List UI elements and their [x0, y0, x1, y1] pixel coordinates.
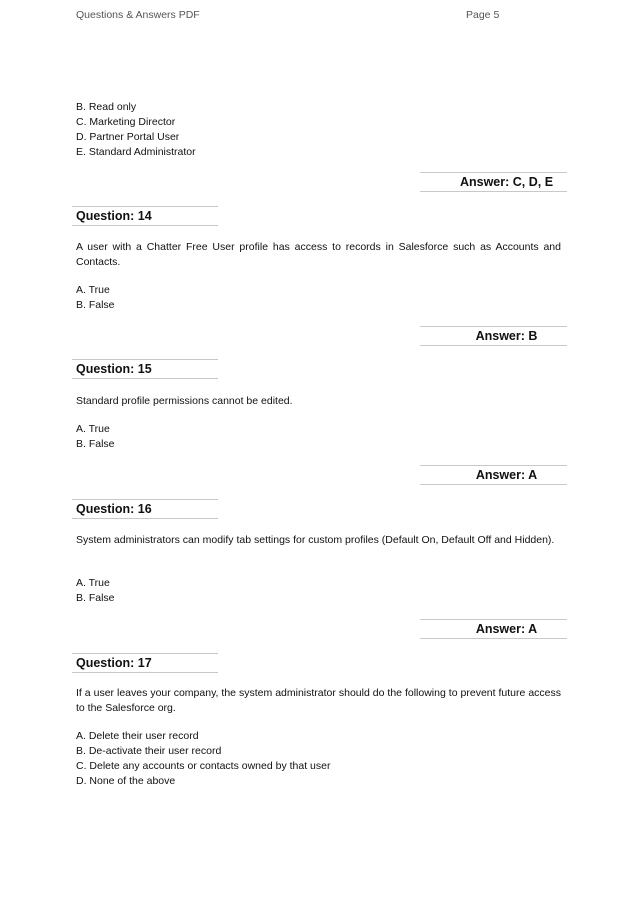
answer-box	[420, 465, 567, 485]
page-number: Page 5	[466, 9, 500, 21]
question-options	[76, 283, 115, 313]
question-heading	[72, 499, 218, 519]
option: B. False	[76, 592, 115, 604]
option: B. Read only	[76, 101, 137, 113]
option: B. De-activate their user record	[76, 745, 222, 757]
answer-text: Answer: B	[475, 329, 538, 343]
answer-box	[420, 326, 567, 346]
question-options	[76, 729, 330, 789]
option: B. False	[76, 299, 115, 311]
question-heading-text: Question: 16	[76, 502, 152, 516]
option: A. True	[76, 423, 110, 435]
option: A. True	[76, 284, 110, 296]
answer-box	[420, 619, 567, 639]
option: A. True	[76, 577, 110, 589]
question-heading-text: Question: 15	[76, 362, 152, 376]
question-heading	[72, 359, 218, 379]
question-text: A user with a Chatter Free User profile has access to records in Salesforce such as Accounts and Contacts.	[76, 241, 561, 268]
question-heading	[72, 653, 218, 673]
option: C. Marketing Director	[76, 116, 176, 128]
question-heading-text: Question: 17	[76, 656, 152, 670]
answer-text: Answer: A	[475, 622, 538, 636]
question-text: System administrators can modify tab settings for custom profiles (Default On, Default Off and Hidden).	[76, 534, 555, 546]
question-text: Standard profile permissions cannot be edited.	[76, 395, 293, 407]
question-heading-text: Question: 14	[76, 209, 152, 223]
question-options	[76, 422, 115, 452]
carryover-options	[76, 100, 196, 160]
option: C. Delete any accounts or contacts owned by that user	[76, 760, 331, 772]
option: E. Standard Administrator	[76, 146, 196, 158]
option: D. None of the above	[76, 775, 176, 787]
question-options	[76, 576, 115, 606]
answer-box	[420, 172, 567, 192]
question-heading	[72, 206, 218, 226]
option: B. False	[76, 438, 115, 450]
option: D. Partner Portal User	[76, 131, 180, 143]
answer-text: Answer: C, D, E	[459, 175, 554, 189]
header-title: Questions & Answers PDF	[76, 9, 200, 21]
question-text: If a user leaves your company, the system administrator should do the following to prevent future access to the Salesforce org.	[76, 687, 561, 714]
option: A. Delete their user record	[76, 730, 199, 742]
answer-text: Answer: A	[475, 468, 538, 482]
